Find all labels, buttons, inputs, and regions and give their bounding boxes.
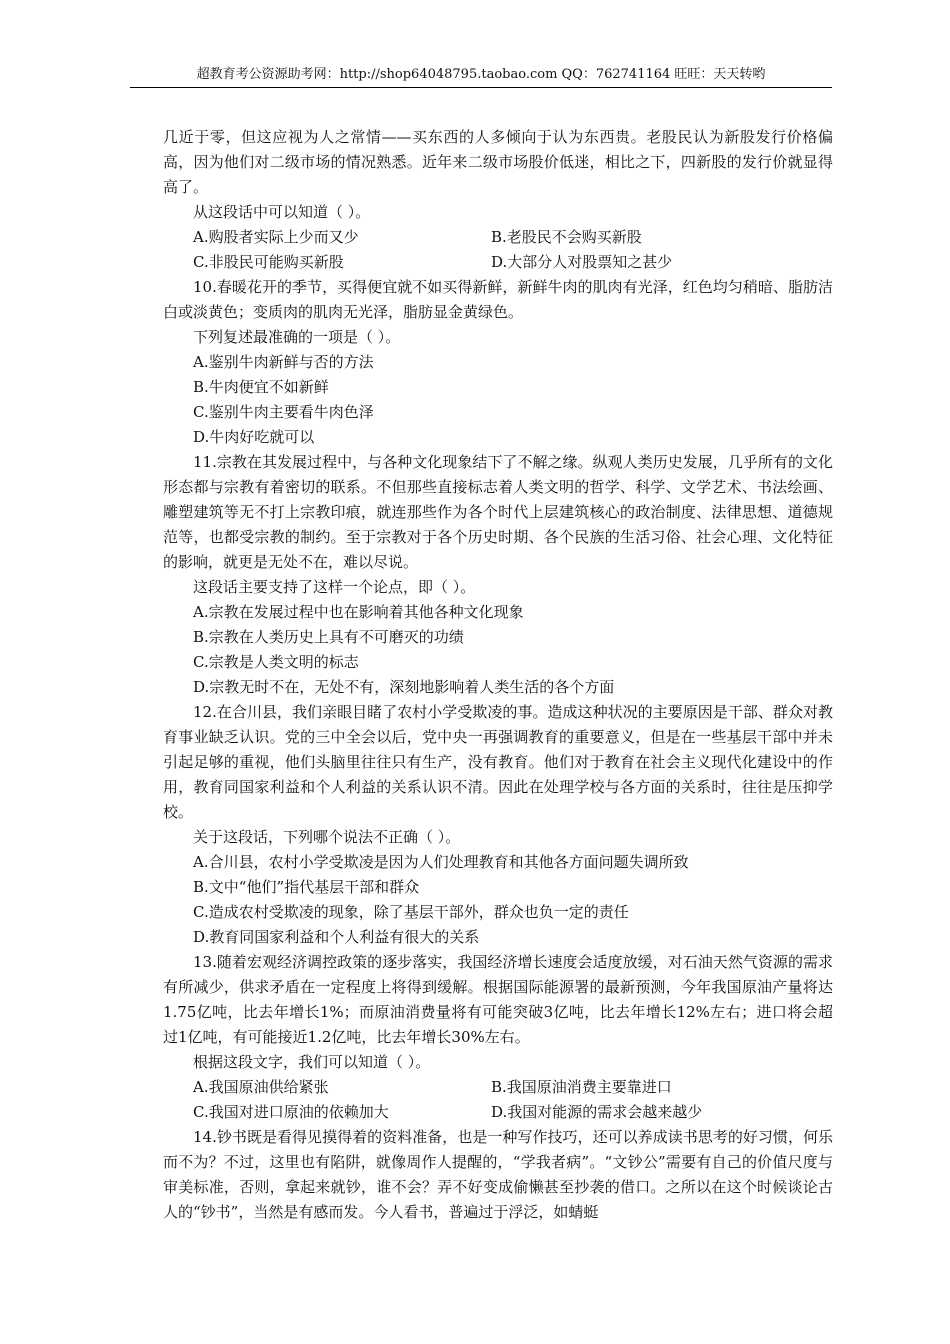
q13-stem: 根据这段文字，我们可以知道（ ）。 — [193, 1053, 431, 1071]
q13-option-d: D.我国对能源的需求会越来越少 — [491, 1103, 703, 1121]
q9-body: 几近于零，但这应视为人之常情——买东西的人多倾向于认为东西贵。老股民认为新股发行价格偏高，因为他们对二级市场的情况熟悉。近年来二级市场股价低迷，相比之下，四新股的发行价就显得高了。 — [163, 128, 833, 196]
q12-option-b: B.文中“他们”指代基层干部和群众 — [193, 878, 420, 896]
q13-options-row1 — [163, 1075, 833, 1100]
q10-body: 10.春暖花开的季节，买得便宜就不如买得新鲜，新鲜牛肉的肌肉有光泽，红色均匀稍暗、脂肪洁白或淡黄色；变质肉的肌肉无光泽，脂肪显金黄绿色。 — [163, 278, 833, 321]
q10-option-a: A.鉴别牛肉新鲜与否的方法 — [193, 353, 374, 371]
q11-option-c: C.宗教是人类文明的标志 — [193, 653, 359, 671]
page-header: 超教育考公资源助考网：http://shop64048795.taobao.com QQ：762741164 旺旺：天天转哟 — [196, 67, 766, 82]
q10-option-b: B.牛肉便宜不如新鲜 — [193, 378, 329, 396]
q12-option-c: C.造成农村受欺凌的现象，除了基层干部外，群众也负一定的责任 — [193, 903, 629, 921]
q12-stem: 关于这段话，下列哪个说法不正确（ ）。 — [193, 828, 461, 846]
q11-body: 11.宗教在其发展过程中，与各种文化现象结下了不解之缘。纵观人类历史发展，几乎所有的文化形态都与宗教有着密切的联系。不但那些直接标志着人类文明的哲学、科学、文学艺术、书法绘画、雕塑建筑等无不打上宗教印痕，就连那些作为各个时代上层建筑核心的政治制度、法律思想、道德规范等，也都受宗教的制约。至于宗教对于各个历史时期、各个民族的生活习俗、社会心理、文化特征的影响，就更是无处不在，难以尽说。 — [163, 453, 833, 571]
q12-option-d: D.教育同国家利益和个人利益有很大的关系 — [193, 928, 480, 946]
q9-stem: 从这段话中可以知道（ ）。 — [193, 203, 371, 221]
q12-body: 12.在合川县，我们亲眼目睹了农村小学受欺凌的事。造成这种状况的主要原因是干部、群众对教育事业缺乏认识。党的三中全会以后，党中央一再强调教育的重要意义，但是在一些基层干部中并未引起足够的重视，他们头脑里往往只有生产，没有教育。他们对于教育在社会主义现代化建设中的作用，教育同国家利益和个人利益的关系认识不清。因此在处理学校与各方面的关系时，往往是压抑学校。 — [163, 703, 833, 821]
q11-option-d: D.宗教无时不在，无处不有，深刻地影响着人类生活的各个方面 — [193, 678, 615, 696]
q9-option-d: D.大部分人对股票知之甚少 — [491, 253, 673, 271]
q10-stem: 下列复述最准确的一项是（ ）。 — [193, 328, 401, 346]
q10-option-d: D.牛肉好吃就可以 — [193, 428, 315, 446]
q9-option-a: A.购股者实际上少而又少 — [193, 228, 359, 246]
q13-option-b: B.我国原油消费主要靠进口 — [491, 1078, 672, 1096]
q11-stem: 这段话主要支持了这样一个论点，即（ ）。 — [193, 578, 476, 596]
q9-option-c: C.非股民可能购买新股 — [193, 253, 344, 271]
header-divider — [130, 87, 832, 88]
q13-body: 13.随着宏观经济调控政策的逐步落实，我国经济增长速度会适度放缓，对石油天然气资源的需求有所减少，供求矛盾在一定程度上将得到缓解。根据国际能源署的最新预测，今年我国原油产量将达1.75亿吨，比去年增长1%；而原油消费量将有可能突破3亿吨，比去年增长12%左右；进口将会超过1亿吨，有可能接近1.2亿吨，比去年增长30%左右。 — [163, 953, 833, 1046]
q9-options-row2 — [163, 250, 833, 275]
document-body — [163, 125, 833, 1225]
q13-options-row2 — [163, 1100, 833, 1125]
q11-option-a: A.宗教在发展过程中也在影响着其他各种文化现象 — [193, 603, 524, 621]
q9-options-row1 — [163, 225, 833, 250]
q13-option-c: C.我国对进口原油的依赖加大 — [193, 1103, 389, 1121]
q13-option-a: A.我国原油供给紧张 — [193, 1078, 329, 1096]
q11-option-b: B.宗教在人类历史上具有不可磨灭的功绩 — [193, 628, 464, 646]
q10-option-c: C.鉴别牛肉主要看牛肉色泽 — [193, 403, 374, 421]
q12-option-a: A.合川县，农村小学受欺凌是因为人们处理教育和其他各方面问题失调所致 — [193, 853, 689, 871]
q14-body: 14.钞书既是看得见摸得着的资料准备，也是一种写作技巧，还可以养成读书思考的好习惯，何乐而不为？不过，这里也有陷阱，就像周作人提醒的，“学我者病”。“文钞公”需要有自己的价值尺度与审美标准，否则，拿起来就钞，谁不会？弄不好变成偷懒甚至抄袭的借口。之所以在这个时候谈论古人的“钞书”，当然是有感而发。今人看书，普遍过于浮泛，如蜻蜓 — [163, 1128, 833, 1221]
q9-option-b: B.老股民不会购买新股 — [491, 228, 642, 246]
